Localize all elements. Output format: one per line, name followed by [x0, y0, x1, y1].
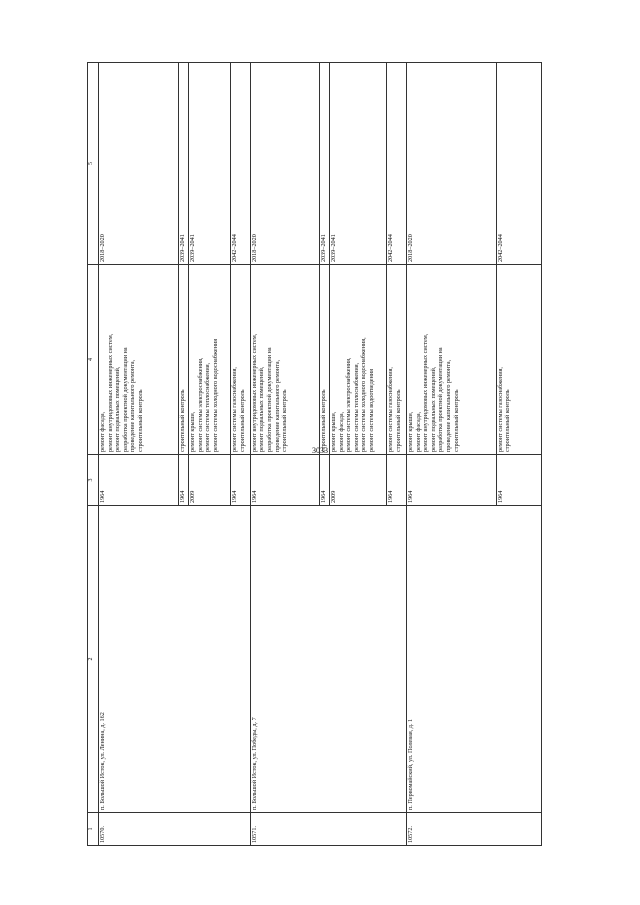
- period-cell: 2018–2020: [250, 63, 319, 265]
- period-cell: 2042–2044: [387, 63, 407, 265]
- work-item: проведение капитального ремонта,: [129, 359, 137, 452]
- year-cell: 1964: [250, 455, 319, 506]
- row-number: 10571.: [250, 813, 406, 846]
- repair-schedule-table: [87, 62, 542, 846]
- address-cell: п. Первомайский, ул. Полевая, д. 1: [407, 506, 542, 813]
- year-cell: 1964: [230, 455, 250, 506]
- work-item: проведение капитального ремонта,: [273, 359, 281, 452]
- works-cell: [407, 265, 497, 455]
- header-cell-2: 2: [88, 506, 99, 813]
- period-cell: 2042–2044: [230, 63, 250, 265]
- header-cell-5: 5: [88, 63, 99, 265]
- work-item: ремонт подвальных помещений,: [258, 366, 266, 452]
- works-cell: [99, 265, 179, 455]
- address-cell: п. Большой Исток, ул. Ленина, д. 162: [99, 506, 251, 813]
- work-item: ремонт системы водоотведения: [368, 369, 376, 452]
- year-cell: 1964: [387, 455, 407, 506]
- year-cell: 1964: [407, 455, 497, 506]
- work-item: ремонт внутридомовых инженерных систем,: [250, 333, 258, 452]
- work-item: ремонт системы газоснабжения,: [496, 367, 504, 452]
- works-cell: [178, 265, 189, 455]
- work-item: ремонт внутридомовых инженерных систем,: [422, 333, 430, 452]
- works-cell: [319, 265, 330, 455]
- work-item: ремонт системы газоснабжения,: [387, 367, 395, 452]
- period-cell: 2039–2041: [178, 63, 189, 265]
- work-item: ремонт фасада,: [99, 411, 107, 452]
- work-item: строительный контроль: [504, 389, 512, 452]
- works-cell: [496, 265, 541, 455]
- year-cell: 2009: [189, 455, 231, 506]
- table-row: [407, 63, 497, 846]
- work-item: строительный контроль: [394, 389, 402, 452]
- work-item: ремонт фасада,: [414, 411, 422, 452]
- period-cell: 2039–2041: [319, 63, 330, 265]
- work-item: ремонт системы газоснабжения,: [230, 367, 238, 452]
- work-item: ремонт подвальных помещений,: [429, 366, 437, 452]
- header-cell-3: 3: [88, 455, 99, 506]
- work-item: разработка проектной документации на: [121, 347, 129, 452]
- year-cell: 2009: [330, 455, 387, 506]
- year-cell: 1964: [319, 455, 330, 506]
- work-item: ремонт крыши,: [330, 411, 338, 452]
- year-cell: 1964: [178, 455, 189, 506]
- table-row: [250, 63, 319, 846]
- work-item: строительный контроль: [137, 389, 144, 452]
- work-item: строительный контроль: [452, 389, 460, 452]
- work-item: разработка проектной документации на: [437, 347, 445, 452]
- year-cell: 1964: [496, 455, 541, 506]
- work-item: ремонт системы теплоснабжения,: [204, 362, 212, 452]
- works-cell: [189, 265, 231, 455]
- rotated-table-frame: [87, 88, 542, 846]
- work-item: разработка проектной документации на: [266, 347, 274, 452]
- page-number: 3033: [312, 446, 328, 455]
- work-item: ремонт системы холодного водоснабжения: [212, 338, 220, 452]
- work-item: строительный контроль: [281, 389, 289, 452]
- works-cell: [330, 265, 387, 455]
- work-item: ремонт системы электроснабжения,: [196, 357, 204, 452]
- work-item: строительный контроль: [319, 389, 327, 452]
- works-cell: [250, 265, 319, 455]
- period-cell: 2018–2020: [407, 63, 497, 265]
- work-item: ремонт системы теплоснабжения,: [352, 362, 360, 452]
- work-item: ремонт подвальных помещений,: [114, 366, 122, 452]
- period-cell: 2042–2044: [496, 63, 541, 265]
- header-cell-4: 4: [88, 265, 99, 455]
- work-item: строительный контроль: [178, 389, 186, 452]
- work-item: ремонт внутридомовых инженерных систем,: [106, 333, 114, 452]
- work-item: проведение капитального ремонта,: [444, 359, 452, 452]
- table-container: [87, 88, 542, 846]
- period-cell: 2018–2020: [99, 63, 179, 265]
- work-item: ремонт фасада,: [337, 411, 345, 452]
- row-number: 10570.: [99, 813, 251, 846]
- works-cell: [387, 265, 407, 455]
- header-row: [88, 63, 99, 846]
- row-number: 10572.: [407, 813, 542, 846]
- work-item: ремонт системы электроснабжения,: [345, 357, 353, 452]
- work-item: ремонт крыши,: [189, 411, 197, 452]
- year-cell: 1964: [99, 455, 179, 506]
- address-cell: п. Большой Исток, ул. Победы, д. 7: [250, 506, 406, 813]
- table-row: [99, 63, 179, 846]
- period-cell: 2039–2041: [330, 63, 387, 265]
- work-item: ремонт крыши,: [407, 411, 414, 452]
- work-item: ремонт системы холодного водоснабжения,: [360, 337, 368, 452]
- period-cell: 2039–2041: [189, 63, 231, 265]
- works-cell: [230, 265, 250, 455]
- work-item: строительный контроль: [238, 389, 246, 452]
- header-cell-1: 1: [88, 813, 99, 846]
